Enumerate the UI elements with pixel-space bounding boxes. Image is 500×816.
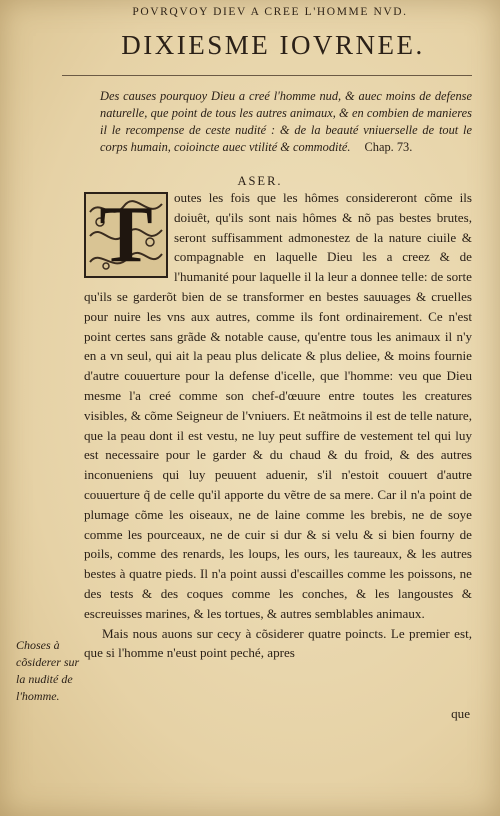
running-head: POVRQVOY DIEV A CREE L'HOMME NVD. (132, 6, 408, 18)
ornamental-initial (84, 192, 168, 278)
body-text (84, 188, 472, 663)
dropcap-letter: T (99, 191, 153, 279)
body-paragraph-2: Mais nous auons sur cecy à cõsiderer quatre poincts. Le premier est, que si l'homme n'eust point peché, apres (84, 625, 472, 661)
chapter-summary (100, 88, 472, 156)
chapter-summary-text: Des causes pourquoy Dieu a creé l'homme nud, & auec moins de defense naturelle, que point de tous les autres animaux, & en combien de manieres il le recompense de ceste nudité : & de la beauté vniuerselle de tout le corps humain, coioincte auec vtilité & commodité. (100, 89, 472, 154)
journee-title: DIXIESME IOVRNEE. (121, 30, 425, 60)
marginal-note: Choses à cõsiderer sur la nudité de l'homme. (16, 638, 80, 703)
speaker-name: ASER. (237, 174, 283, 188)
header-rule (62, 75, 472, 76)
catchword: que (451, 706, 470, 721)
chapter-number: Chap. 73. (364, 140, 413, 154)
body-paragraph-1: outes les fois que les hômes considereront cõme ils doiuêt, qu'ils sont nais hômes & nõ pas bestes brutes, seront suffisamment admonestez de la nature ciuile & compagnable en laquelle Dieu les a creez & de l'humanité pour laquelle il la leur a donnee telle: de sorte qu'ils se garderõt bien de se transformer en bestes sauuages & cruelles pour nuire les vns aux autres, comme ils font ordinairement. Ce n'est point certes sans grãde & notable cause, qu'entre tous les animaux il n'y en a vn seul, qui ait la peau plus delicate & plus deliee, & moins fournie d'autre couuerture pour la defense d'icelle, que l'homme: veu que Dieu mesme l'a creé comme son chef-d'œuure entre toutes les creatures visibles, & cõme Seigneur de l'vniuers. Et neãtmoins il est de telle nature, que la peau dont il est vestu, ne luy peut suffire de vestement tel qui luy est necessaire pour le garder & du chaud & du froid, & des autres inconueniens qui luy peuuent aduenir, s'il n'estoit couuert d'autre couuerture q̃ de celle qu'il apporte du vẽtre de sa mere. Car il n'a point de plumage cõme les oiseaux, ne de laine comme les brebis, ne de soye comme les pourceaux, ne de cuir si dur & si velu & si bien fourny de poils, comme des renards, les loups, les ours, les taureaux, & les autres bestes à quatre pieds. Il n'a point aussi d'escailles comme les poissons, ne des tests & des coques comme les conches, & les langoustes & escreuisses marines, & les tortues, & autres semblables animaux. (84, 190, 472, 621)
